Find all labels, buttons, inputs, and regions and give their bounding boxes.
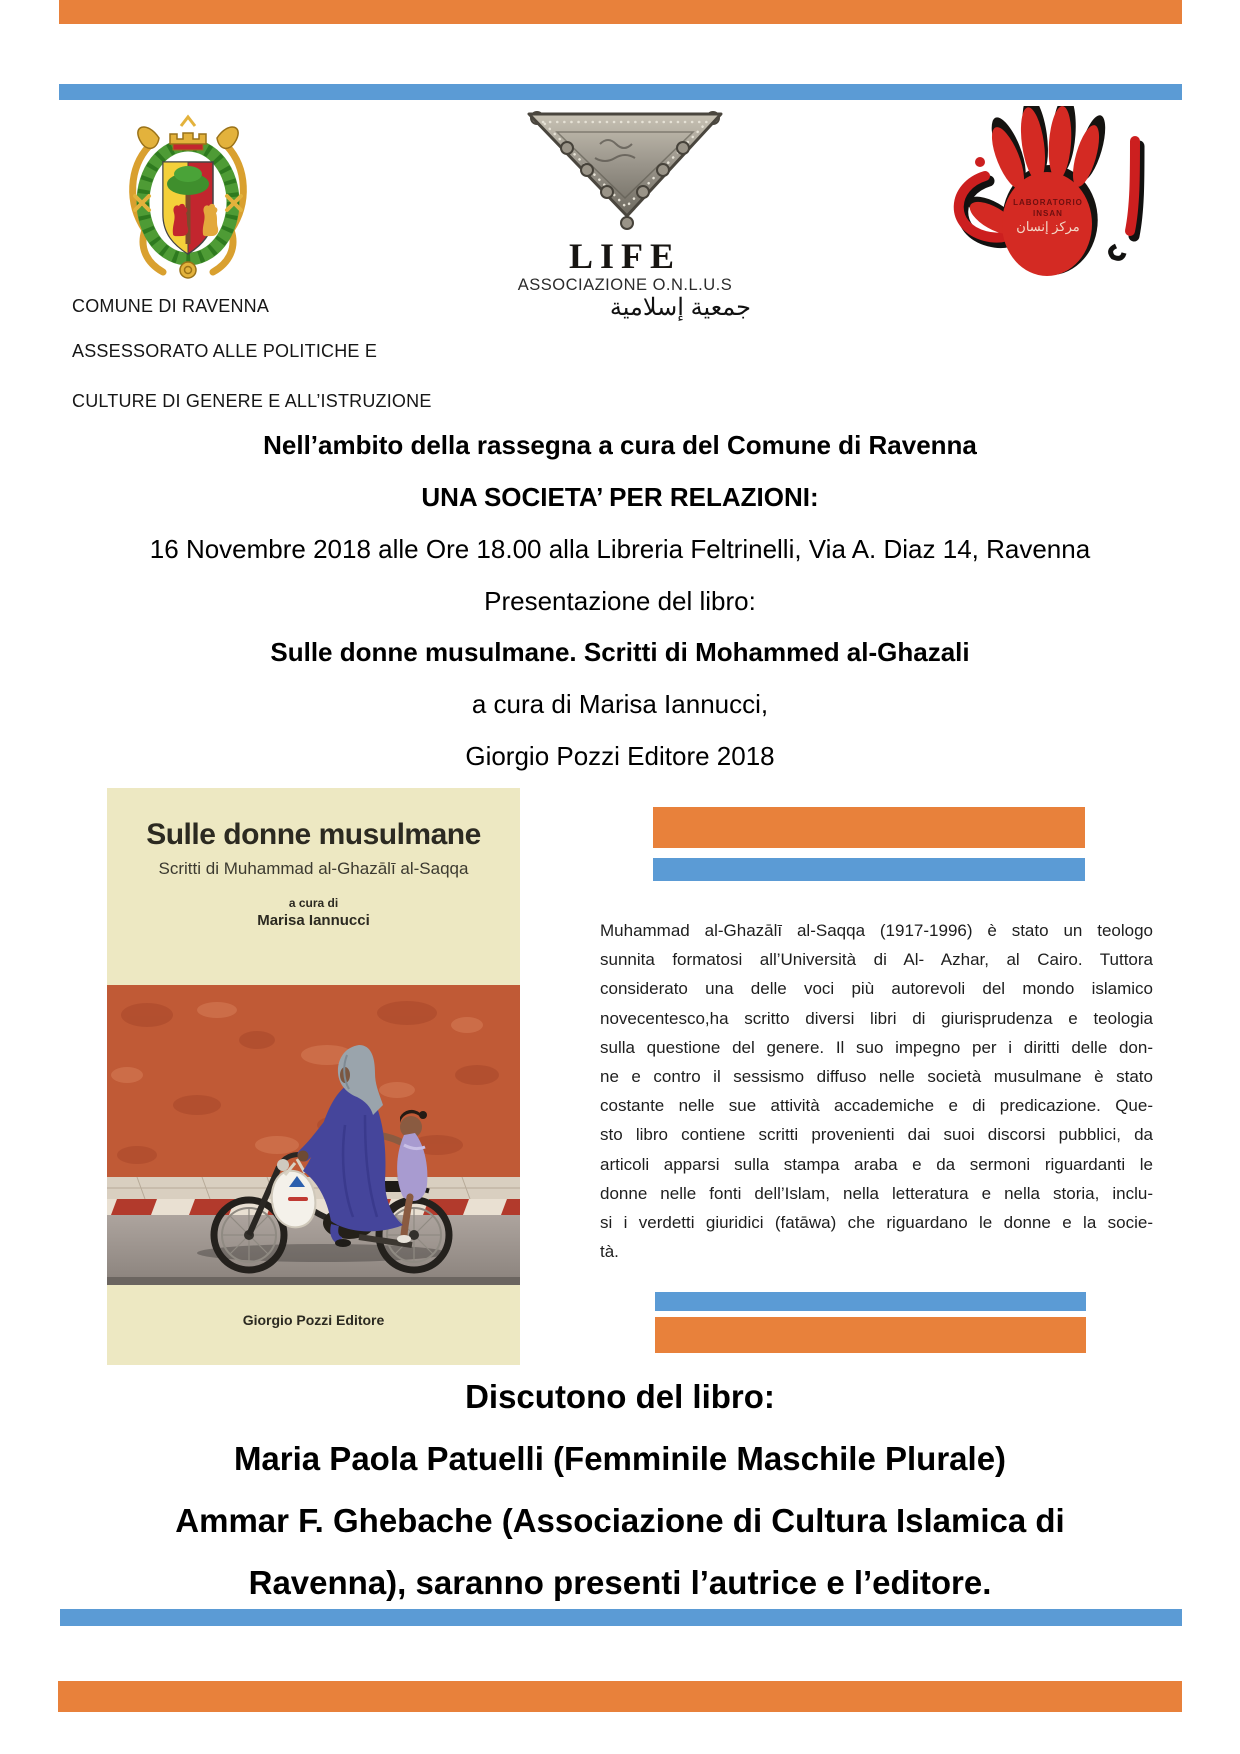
laboratorio-insan-logo — [930, 106, 1165, 301]
bio-line: sunnita formatosi all’Università di Al- Azhar, al Cairo. Tuttora — [600, 950, 1153, 970]
life-association-logo — [495, 106, 755, 321]
bio-top-blue-bar — [653, 858, 1085, 881]
book-cover — [107, 788, 520, 1365]
book-cover-curator: Marisa Iannucci — [257, 912, 370, 929]
bio-top-orange-bar — [653, 807, 1085, 848]
bio-line: articoli apparsi sulla stampa araba e da sermoni riguardanti le — [600, 1154, 1153, 1174]
organizer-line-3: CULTURE DI GENERE E ALL’ISTRUZIONE — [72, 391, 432, 411]
bio-line: si i verdetti giuridici (fatāwa) che riguardano le donne e la socie- — [600, 1213, 1153, 1233]
coat-of-arms-icon — [121, 108, 255, 292]
event-book-title: Sulle donne musulmane. Scritti di Mohammed al-Ghazali — [270, 637, 970, 667]
discussion-speaker-2: Ammar F. Ghebache (Associazione di Cultura Islamica di — [175, 1502, 1065, 1539]
life-logo-arabic-text: جمعية إسلامية — [609, 294, 751, 321]
event-curator: a cura di Marisa Iannucci, — [471, 689, 769, 719]
book-cover-subtitle: Scritti di Muhammad al-Ghazālī al-Saqqa — [158, 859, 469, 878]
book-cover-publisher: Giorgio Pozzi Editore — [242, 1312, 385, 1328]
amulet-triangle-icon — [495, 106, 755, 232]
discussion-closing: Ravenna), saranno presenti l’autrice e l’editore. — [248, 1564, 992, 1601]
life-logo-title: LIFE — [568, 236, 682, 276]
insan-logo-arabic-text: مركز إنسان — [1016, 219, 1080, 234]
bio-line: costante nelle sue attività accademiche e di predicazione. Que- — [600, 1096, 1153, 1116]
book-cover-photo — [107, 985, 520, 1285]
bio-line: tà. — [600, 1242, 619, 1262]
discussion-speaker-1: Maria Paola Patuelli (Femminile Maschile Plurale) — [233, 1440, 1007, 1477]
insan-logo-line1: LABORATORIO — [1013, 198, 1083, 207]
bio-line: considerato una delle voci più autorevoli del mondo islamico — [600, 979, 1153, 999]
event-series-title: UNA SOCIETA’ PER RELAZIONI: — [421, 482, 819, 512]
bottom-orange-bar — [58, 1681, 1182, 1712]
event-intro: Nell’ambito della rassegna a cura del Comune di Ravenna — [263, 430, 977, 460]
life-logo-subtitle: ASSOCIAZIONE O.N.L.U.S — [517, 276, 733, 294]
event-presentation-label: Presentazione del libro: — [484, 586, 756, 616]
book-cover-title: Sulle donne musulmane — [146, 818, 481, 851]
discussion-heading: Discutono del libro: — [465, 1378, 775, 1415]
bio-line: sulla questione del genere. Il suo impegno per i diritti delle don- — [600, 1037, 1153, 1057]
top-blue-bar — [59, 84, 1182, 100]
author-bio — [600, 916, 1153, 1266]
event-datetime-venue: 16 Novembre 2018 alle Ore 18.00 alla Libreria Feltrinelli, Via A. Diaz 14, Ravenna — [149, 534, 1091, 564]
top-orange-bar — [59, 0, 1182, 24]
bio-line: sto libro contiene scritti provenienti dai suoi discorsi pubblici, da — [600, 1125, 1153, 1145]
bio-line: Muhammad al-Ghazālī al-Saqqa (1917-1996) è stato un teologo — [600, 921, 1153, 940]
event-publisher: Giorgio Pozzi Editore 2018 — [465, 741, 775, 771]
comune-di-ravenna-logo-icon — [121, 108, 255, 292]
bio-bottom-blue-bar — [655, 1292, 1086, 1311]
bottom-blue-bar — [60, 1609, 1182, 1626]
book-cover-curated-by: a cura di — [288, 896, 339, 910]
bio-line: novecentesco,ha scritto diversi libri di giurisprudenza e teologia — [600, 1008, 1153, 1028]
bio-line: donne nelle fonti dell’Islam, nella letteratura e nella storia, inclu- — [600, 1183, 1153, 1203]
organizer-line-2: ASSESSORATO ALLE POLITICHE E — [72, 341, 378, 361]
insan-logo-line2: INSAN — [1033, 209, 1063, 218]
bio-line: ne e contro il sessismo diffuso nelle società musulmane è stato — [600, 1067, 1153, 1087]
moped-street-photo-illustration — [107, 985, 520, 1285]
bio-bottom-orange-bar — [655, 1317, 1086, 1353]
organizer-line-1: COMUNE DI RAVENNA — [72, 296, 270, 316]
